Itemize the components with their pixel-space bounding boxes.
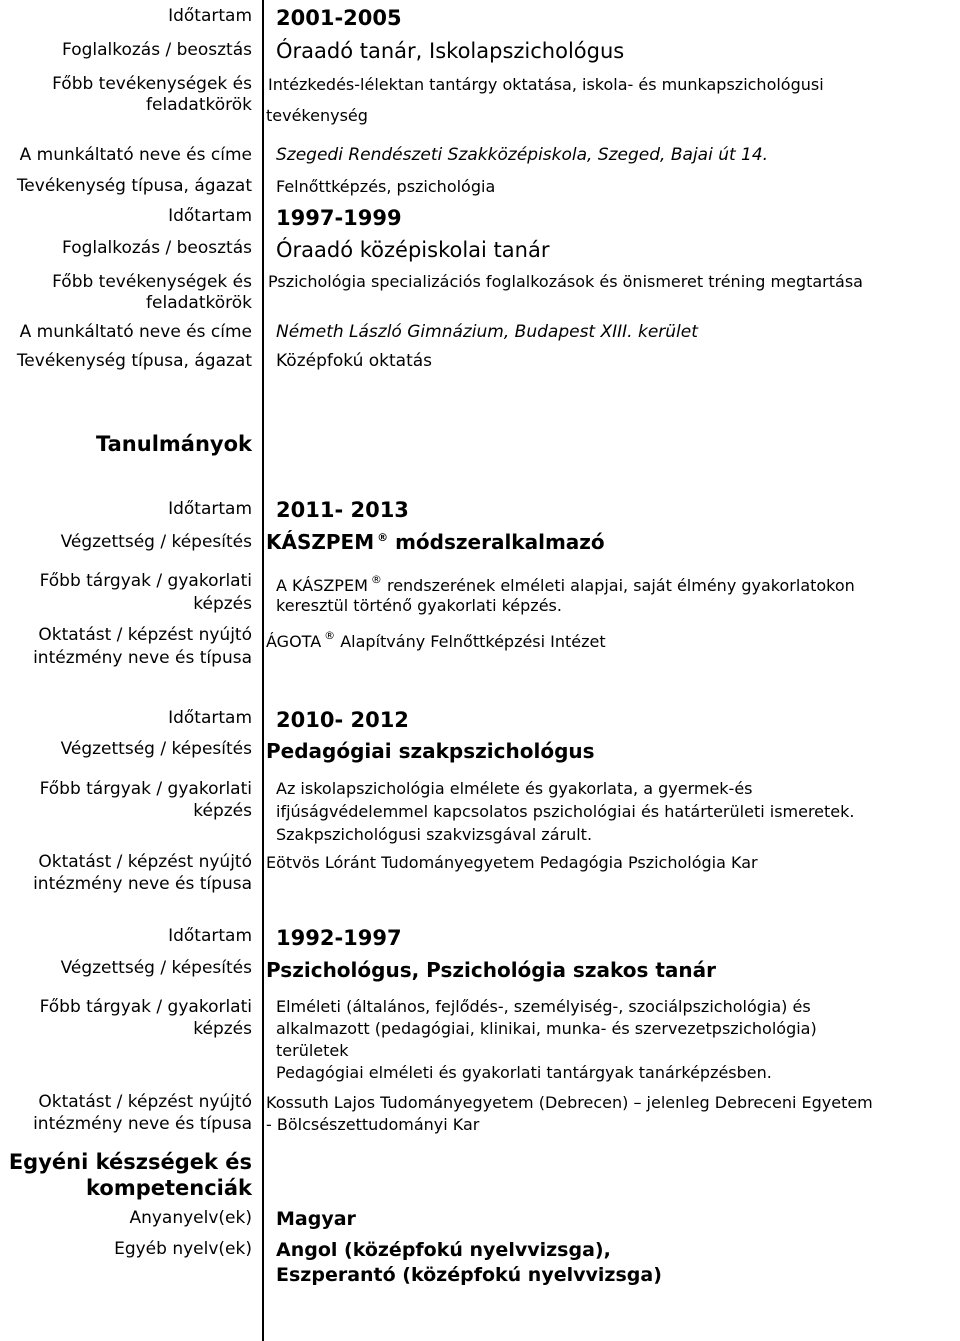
edu-3-qualification: Pszichológus, Pszichológia szakos tanár [266, 958, 716, 982]
work-2-period: 1997-1999 [276, 206, 402, 230]
edu-2-subjects-3: Szakpszichológusi szakvizsgával zárult. [276, 825, 593, 844]
edu-2-institution: Eötvös Lóránt Tudományegyetem Pedagógia Pszichológia Kar [266, 853, 758, 872]
label-employer: A munkáltató neve és címe [19, 145, 252, 165]
label-duration: Időtartam [168, 6, 252, 26]
edu-3-subjects-2: alkalmazott (pedagógiai, klinikai, munka- és szervezetpszichológia) [276, 1019, 817, 1038]
work-2-activities: Pszichológia specializációs foglalkozások és önismeret tréning megtartása [268, 272, 863, 291]
label-position: Foglalkozás / beosztás [62, 238, 252, 258]
label-qualification: Végzettség / képesítés [60, 958, 252, 978]
label-subjects: Főbb tárgyak / gyakorlati [39, 997, 252, 1017]
label-qualification: Végzettség / képesítés [60, 739, 252, 759]
work-2-employer: Németh László Gimnázium, Budapest XIII. kerület [276, 322, 698, 342]
label-institution-type: intézmény neve és típusa [33, 874, 252, 894]
registered-mark: ® [324, 629, 336, 642]
label-training: képzés [193, 1019, 252, 1039]
registered-mark: ® [370, 573, 382, 586]
edu-2-subjects-1: Az iskolapszichológia elmélete és gyakorlata, a gyermek-és [276, 779, 753, 798]
edu-1-subjects-2: keresztül történő gyakorlati képzés. [276, 596, 562, 615]
edu-3-subjects-3: területek [276, 1041, 349, 1060]
other-languages-1: Angol (középfokú nyelvvizsga), [276, 1239, 611, 1261]
edu-2-period: 2010- 2012 [276, 708, 409, 732]
label-responsibilities: feladatkörök [146, 293, 252, 313]
label-duration: Időtartam [168, 708, 252, 728]
work-1-sector: Felnőttképzés, pszichológia [276, 177, 496, 196]
work-1-activities-2: tevékenység [266, 106, 368, 125]
label-training: képzés [193, 801, 252, 821]
label-subjects: Főbb tárgyak / gyakorlati [39, 571, 252, 591]
label-sector: Tevékenység típusa, ágazat [16, 176, 252, 196]
edu-2-subjects-2: ifjúságvédelemmel kapcsolatos pszichológiai és határterületi ismeretek. [276, 802, 855, 821]
label-subjects: Főbb tárgyak / gyakorlati [39, 779, 252, 799]
label-institution: Oktatást / képzést nyújtó [38, 625, 252, 645]
edu-1-institution: ÁGOTA ® Alapítvány Felnőttképzési Intézet [266, 629, 606, 651]
edu-1-period: 2011- 2013 [276, 498, 409, 522]
work-1-position: Óraadó tanár, Iskolapszichológus [276, 39, 625, 63]
edu-3-institution-2: - Bölcsészettudományi Kar [266, 1115, 480, 1134]
label-position: Foglalkozás / beosztás [62, 40, 252, 60]
label-institution-type: intézmény neve és típusa [33, 1114, 252, 1134]
label-main-activities: Főbb tevékenységek és [52, 272, 252, 292]
work-1-activities-1: Intézkedés-lélektan tantárgy oktatása, iskola- és munkapszichológusi [268, 75, 824, 94]
label-duration: Időtartam [168, 926, 252, 946]
label-institution-type: intézmény neve és típusa [33, 648, 252, 668]
section-heading-education: Tanulmányok [96, 432, 252, 456]
edu-1-qualification: KÁSZPEM ® módszeralkalmazó [266, 530, 605, 554]
label-main-activities: Főbb tevékenységek és [52, 74, 252, 94]
label-institution: Oktatást / képzést nyújtó [38, 852, 252, 872]
label-mother-tongue: Anyanyelv(ek) [129, 1208, 252, 1228]
column-divider [262, 0, 264, 1341]
label-duration: Időtartam [168, 499, 252, 519]
label-duration: Időtartam [168, 206, 252, 226]
mother-tongue-value: Magyar [276, 1208, 356, 1230]
edu-3-subjects-4: Pedagógiai elméleti és gyakorlati tantárgyak tanárképzésben. [276, 1063, 772, 1082]
registered-mark: ® [377, 531, 389, 544]
label-institution: Oktatást / képzést nyújtó [38, 1092, 252, 1112]
label-sector: Tevékenység típusa, ágazat [16, 351, 252, 371]
label-training: képzés [193, 594, 252, 614]
section-heading-skills-2: kompetenciák [85, 1176, 252, 1200]
work-1-employer: Szegedi Rendészeti Szakközépiskola, Szeged, Bajai út 14. [276, 145, 769, 165]
work-1-period: 2001-2005 [276, 6, 402, 30]
work-2-sector: Középfokú oktatás [276, 351, 433, 371]
edu-1-subjects-1: A KÁSZPEM ® rendszerének elméleti alapjai, saját élmény gyakorlatokon [276, 573, 855, 595]
work-2-position: Óraadó középiskolai tanár [276, 238, 550, 262]
label-employer: A munkáltató neve és címe [19, 322, 252, 342]
other-languages-2: Eszperantó (középfokú nyelvvizsga) [276, 1264, 662, 1286]
label-responsibilities: feladatkörök [146, 95, 252, 115]
section-heading-skills-1: Egyéni készségek és [8, 1150, 252, 1174]
label-other-languages: Egyéb nyelv(ek) [114, 1239, 252, 1259]
edu-3-institution-1: Kossuth Lajos Tudományegyetem (Debrecen) – jelenleg Debreceni Egyetem [266, 1093, 873, 1112]
edu-3-period: 1992-1997 [276, 926, 402, 950]
edu-2-qualification: Pedagógiai szakpszichológus [266, 739, 595, 763]
edu-3-subjects-1: Elméleti (általános, fejlődés-, személyiség-, szociálpszichológia) és [276, 997, 811, 1016]
label-qualification: Végzettség / képesítés [60, 532, 252, 552]
